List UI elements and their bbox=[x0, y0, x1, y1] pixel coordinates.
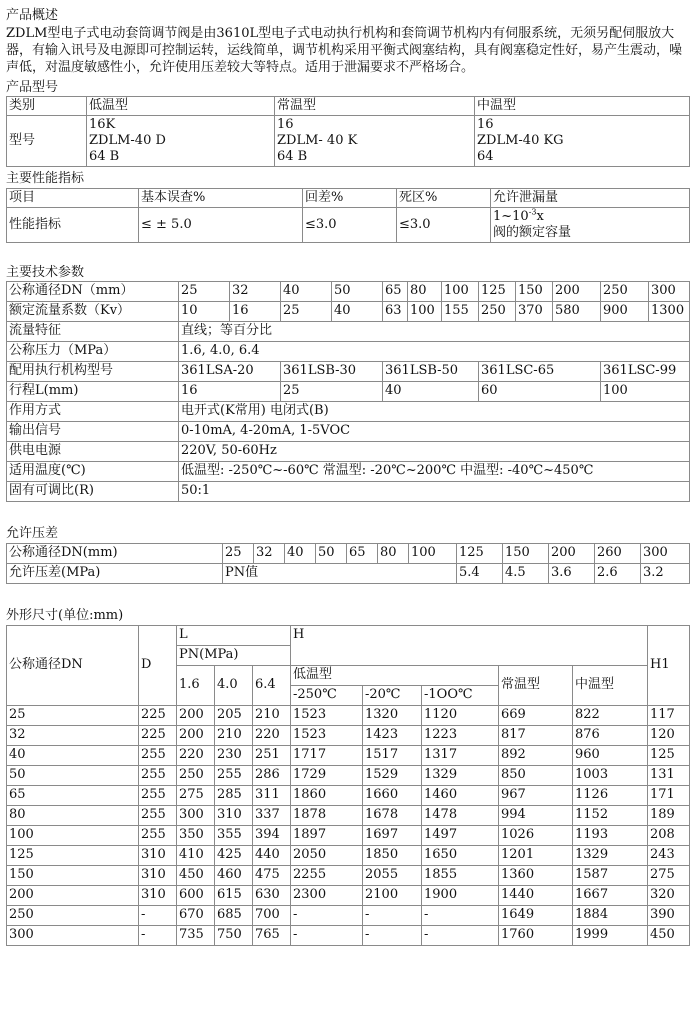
table-cell: 822 bbox=[573, 705, 648, 725]
dim-mid-label: 中温型 bbox=[573, 665, 648, 705]
table-cell: 208 bbox=[648, 825, 690, 845]
perf-header-item: 项目 bbox=[7, 188, 139, 207]
table-cell: 1650 bbox=[422, 845, 499, 865]
table-cell: 1667 bbox=[573, 885, 648, 905]
table-cell: 1649 bbox=[499, 905, 573, 925]
table-cell: 1329 bbox=[422, 765, 499, 785]
table-cell: 255 bbox=[139, 785, 177, 805]
table-row bbox=[7, 745, 690, 765]
table-cell: - bbox=[139, 905, 177, 925]
table-cell: 210 bbox=[215, 725, 253, 745]
table-cell: 1223 bbox=[422, 725, 499, 745]
table-cell: 300 bbox=[7, 925, 139, 945]
table-cell: 1329 bbox=[573, 845, 648, 865]
table-cell: 1860 bbox=[291, 785, 363, 805]
dim-low-temp: -1OO℃ bbox=[422, 685, 499, 705]
tech-dn-label: 公称通径DN（mm） bbox=[7, 282, 179, 302]
dim-body bbox=[7, 705, 690, 945]
tech-stroke-cell: 40 bbox=[383, 382, 479, 402]
table-cell: 250 bbox=[177, 765, 215, 785]
table-cell: 250 bbox=[7, 905, 139, 925]
table-cell: 1999 bbox=[573, 925, 648, 945]
table-cell: 1660 bbox=[363, 785, 422, 805]
table-cell: 425 bbox=[215, 845, 253, 865]
table-cell: 131 bbox=[648, 765, 690, 785]
pd-pn-value: PN值 bbox=[223, 563, 457, 583]
tech-heading: 主要技术参数 bbox=[6, 264, 85, 280]
dim-h-label: H bbox=[291, 625, 648, 665]
tech-dn-cell: 125 bbox=[479, 282, 516, 302]
tech-dn-cell: 25 bbox=[179, 282, 230, 302]
table-cell: 1897 bbox=[291, 825, 363, 845]
table-cell: 1529 bbox=[363, 765, 422, 785]
table-cell: 1423 bbox=[363, 725, 422, 745]
dim-low-temp: -20℃ bbox=[363, 685, 422, 705]
tech-dn-cell: 100 bbox=[442, 282, 479, 302]
table-cell: 1878 bbox=[291, 805, 363, 825]
table-cell: 817 bbox=[499, 725, 573, 745]
models-cell-mid bbox=[475, 116, 690, 167]
tech-power-label: 供电电源 bbox=[7, 442, 179, 462]
table-cell: 1855 bbox=[422, 865, 499, 885]
table-cell: 700 bbox=[253, 905, 291, 925]
table-cell: - bbox=[363, 905, 422, 925]
table-row bbox=[7, 805, 690, 825]
table-cell: 230 bbox=[215, 745, 253, 765]
tech-pressure-label: 公称压力（MPa） bbox=[7, 342, 179, 362]
table-row bbox=[7, 825, 690, 845]
tech-kv-cell: 1300 bbox=[649, 302, 690, 322]
pd-dn-cell: 65 bbox=[347, 543, 378, 563]
dimensions-heading: 外形尺寸(单位:mm) bbox=[6, 607, 124, 623]
perf-hysteresis-value: ≤3.0 bbox=[303, 207, 397, 242]
table-cell: 200 bbox=[177, 725, 215, 745]
perf-deadband-value: ≤3.0 bbox=[397, 207, 491, 242]
table-cell: 32 bbox=[7, 725, 139, 745]
tech-actuator-cell: 361LSC-65 bbox=[479, 362, 601, 382]
tech-pressure-value: 1.6, 4.0, 6.4 bbox=[179, 342, 690, 362]
table-cell: 2055 bbox=[363, 865, 422, 885]
dim-low-temp: -250℃ bbox=[291, 685, 363, 705]
table-cell: 1320 bbox=[363, 705, 422, 725]
models-header-mid: 中温型 bbox=[475, 97, 690, 116]
table-row bbox=[7, 765, 690, 785]
table-cell: 100 bbox=[7, 825, 139, 845]
table-cell: 670 bbox=[177, 905, 215, 925]
model-line: 16 bbox=[477, 117, 494, 133]
table-cell: 600 bbox=[177, 885, 215, 905]
table-cell: 876 bbox=[573, 725, 648, 745]
pd-dn-cell: 200 bbox=[549, 543, 595, 563]
table-cell: 310 bbox=[139, 885, 177, 905]
model-line: 64 B bbox=[89, 149, 120, 165]
table-row bbox=[7, 785, 690, 805]
table-row bbox=[7, 705, 690, 725]
table-cell: 685 bbox=[215, 905, 253, 925]
pressure-diff-heading: 允许压差 bbox=[6, 526, 59, 542]
tech-kv-cell: 10 bbox=[179, 302, 230, 322]
table-cell: 735 bbox=[177, 925, 215, 945]
models-heading: 产品型号 bbox=[6, 79, 59, 95]
perf-header-hysteresis: 回差% bbox=[303, 188, 397, 207]
table-cell: 1523 bbox=[291, 725, 363, 745]
table-cell: 615 bbox=[215, 885, 253, 905]
tech-kv-cell: 40 bbox=[332, 302, 383, 322]
leak-desc: 阀的额定容量 bbox=[493, 224, 572, 240]
table-cell: 125 bbox=[7, 845, 139, 865]
table-cell: - bbox=[422, 925, 499, 945]
table-row bbox=[7, 905, 690, 925]
tech-dn-cell: 50 bbox=[332, 282, 383, 302]
tech-kv-cell: 155 bbox=[442, 302, 479, 322]
table-cell: 1360 bbox=[499, 865, 573, 885]
table-cell: 200 bbox=[7, 885, 139, 905]
table-cell: 394 bbox=[253, 825, 291, 845]
table-cell: 320 bbox=[648, 885, 690, 905]
table-cell: 1440 bbox=[499, 885, 573, 905]
table-cell: 251 bbox=[253, 745, 291, 765]
tech-kv-cell: 580 bbox=[553, 302, 601, 322]
table-cell: 1193 bbox=[573, 825, 648, 845]
models-header-normal: 常温型 bbox=[275, 97, 475, 116]
table-cell: 355 bbox=[215, 825, 253, 845]
table-cell: 117 bbox=[648, 705, 690, 725]
dim-pn-value: 4.0 bbox=[215, 665, 253, 705]
table-cell: - bbox=[291, 905, 363, 925]
tech-dn-row bbox=[7, 282, 690, 302]
pd-dp-cell: 2.6 bbox=[595, 563, 641, 583]
table-cell: 25 bbox=[7, 705, 139, 725]
perf-header-leakage: 允许泄漏量 bbox=[491, 188, 690, 207]
tech-ratio-label: 固有可调比(R) bbox=[7, 482, 179, 502]
table-cell: 475 bbox=[253, 865, 291, 885]
leak-unit: x bbox=[536, 208, 544, 224]
table-cell: 2050 bbox=[291, 845, 363, 865]
pd-dp-cell: 3.2 bbox=[641, 563, 690, 583]
tech-kv-cell: 25 bbox=[281, 302, 332, 322]
dim-low-label: 低温型 bbox=[291, 665, 499, 685]
tech-dn-cell: 40 bbox=[281, 282, 332, 302]
tech-kv-cell: 900 bbox=[601, 302, 649, 322]
table-cell: 311 bbox=[253, 785, 291, 805]
table-cell: 1026 bbox=[499, 825, 573, 845]
tech-kv-label: 额定流量系数（Kv） bbox=[7, 302, 179, 322]
tech-dn-cell: 250 bbox=[601, 282, 649, 302]
tech-kv-cell: 16 bbox=[230, 302, 281, 322]
tech-actuator-cell: 361LSB-30 bbox=[281, 362, 383, 382]
table-cell: - bbox=[291, 925, 363, 945]
performance-table bbox=[6, 188, 690, 243]
dim-d-label: D bbox=[139, 625, 177, 705]
dim-dn-label: 公称通径DN bbox=[7, 625, 139, 705]
table-cell: 1900 bbox=[422, 885, 499, 905]
tech-kv-cell: 63 bbox=[383, 302, 408, 322]
dim-pn-value: 1.6 bbox=[177, 665, 215, 705]
tech-stroke-label: 行程L(mm) bbox=[7, 382, 179, 402]
table-cell: 350 bbox=[177, 825, 215, 845]
tech-signal-label: 输出信号 bbox=[7, 422, 179, 442]
perf-error-value: ≤ ± 5.0 bbox=[139, 207, 303, 242]
table-cell: 2255 bbox=[291, 865, 363, 885]
table-cell: 1317 bbox=[422, 745, 499, 765]
perf-header-deadband: 死区% bbox=[397, 188, 491, 207]
tech-stroke-cell: 100 bbox=[601, 382, 690, 402]
table-cell: 669 bbox=[499, 705, 573, 725]
pd-dp-cell: 5.4 bbox=[457, 563, 503, 583]
table-cell: 1152 bbox=[573, 805, 648, 825]
table-cell: 1460 bbox=[422, 785, 499, 805]
tech-dn-cell: 300 bbox=[649, 282, 690, 302]
performance-heading: 主要性能指标 bbox=[6, 171, 85, 187]
tech-dn-cell: 80 bbox=[408, 282, 442, 302]
table-cell: 450 bbox=[648, 925, 690, 945]
table-cell: 220 bbox=[253, 725, 291, 745]
tech-action-value: 电开式(K常用) 电闭式(B) bbox=[179, 402, 690, 422]
table-cell: 255 bbox=[139, 805, 177, 825]
models-header-low: 低温型 bbox=[87, 97, 275, 116]
perf-leakage-value bbox=[491, 207, 690, 242]
dim-normal-label: 常温型 bbox=[499, 665, 573, 705]
pd-dn-cell: 50 bbox=[316, 543, 347, 563]
table-cell: 450 bbox=[177, 865, 215, 885]
tech-ratio-value: 50:1 bbox=[179, 482, 690, 502]
tech-flow-value: 直线；等百分比 bbox=[179, 322, 690, 342]
table-cell: 460 bbox=[215, 865, 253, 885]
tech-actuator-cell: 361LSB-50 bbox=[383, 362, 479, 382]
pd-dn-cell: 260 bbox=[595, 543, 641, 563]
table-row bbox=[7, 885, 690, 905]
perf-row-label: 性能指标 bbox=[7, 207, 139, 242]
tech-flow-label: 流量特征 bbox=[7, 322, 179, 342]
table-cell: - bbox=[139, 925, 177, 945]
models-cell-low bbox=[87, 116, 275, 167]
table-cell: 1126 bbox=[573, 785, 648, 805]
table-cell: 765 bbox=[253, 925, 291, 945]
table-cell: 255 bbox=[139, 765, 177, 785]
table-cell: 630 bbox=[253, 885, 291, 905]
pd-dn-label: 公称通径DN(mm) bbox=[7, 543, 223, 563]
tech-actuator-cell: 361LSA-20 bbox=[179, 362, 281, 382]
model-line: ZDLM- 40 K bbox=[277, 133, 358, 149]
table-cell: 210 bbox=[253, 705, 291, 725]
table-cell: 220 bbox=[177, 745, 215, 765]
tech-kv-cell: 100 bbox=[408, 302, 442, 322]
table-cell: 994 bbox=[499, 805, 573, 825]
table-cell: 337 bbox=[253, 805, 291, 825]
pd-dn-cell: 32 bbox=[254, 543, 285, 563]
table-row bbox=[7, 725, 690, 745]
table-cell: 205 bbox=[215, 705, 253, 725]
table-row bbox=[7, 925, 690, 945]
tech-kv-row bbox=[7, 302, 690, 322]
dim-l-label: L bbox=[177, 625, 291, 645]
dim-pn-value: 6.4 bbox=[253, 665, 291, 705]
table-cell: 1850 bbox=[363, 845, 422, 865]
table-cell: 1729 bbox=[291, 765, 363, 785]
table-cell: 310 bbox=[139, 845, 177, 865]
table-cell: 1478 bbox=[422, 805, 499, 825]
models-header-category: 类别 bbox=[7, 97, 87, 116]
pd-dp-cell: 3.6 bbox=[549, 563, 595, 583]
tech-dn-cell: 150 bbox=[516, 282, 553, 302]
table-cell: 125 bbox=[648, 745, 690, 765]
models-cell-normal bbox=[275, 116, 475, 167]
table-cell: 120 bbox=[648, 725, 690, 745]
table-cell: 285 bbox=[215, 785, 253, 805]
table-cell: 892 bbox=[499, 745, 573, 765]
table-cell: 410 bbox=[177, 845, 215, 865]
table-cell: 850 bbox=[499, 765, 573, 785]
tech-power-value: 220V, 50-60Hz bbox=[179, 442, 690, 462]
table-cell: 310 bbox=[215, 805, 253, 825]
table-cell: 189 bbox=[648, 805, 690, 825]
table-cell: 1678 bbox=[363, 805, 422, 825]
table-cell: 40 bbox=[7, 745, 139, 765]
table-cell: - bbox=[363, 925, 422, 945]
tech-signal-value: 0-10mA, 4-20mA, 1-5VOC bbox=[179, 422, 690, 442]
model-line: ZDLM-40 D bbox=[89, 133, 166, 149]
table-cell: 275 bbox=[648, 865, 690, 885]
table-cell: 275 bbox=[177, 785, 215, 805]
table-cell: 255 bbox=[139, 745, 177, 765]
table-cell: 300 bbox=[177, 805, 215, 825]
table-cell: - bbox=[422, 905, 499, 925]
table-cell: 286 bbox=[253, 765, 291, 785]
table-cell: 243 bbox=[648, 845, 690, 865]
table-cell: 310 bbox=[139, 865, 177, 885]
tech-stroke-cell: 16 bbox=[179, 382, 281, 402]
tech-kv-cell: 250 bbox=[479, 302, 516, 322]
models-row-label: 型号 bbox=[7, 116, 87, 167]
tech-table bbox=[6, 281, 690, 502]
table-cell: 1120 bbox=[422, 705, 499, 725]
table-row bbox=[7, 845, 690, 865]
table-cell: 390 bbox=[648, 905, 690, 925]
table-cell: 255 bbox=[139, 825, 177, 845]
model-line: 64 B bbox=[277, 149, 308, 165]
dimensions-table bbox=[6, 625, 690, 946]
tech-action-label: 作用方式 bbox=[7, 402, 179, 422]
tech-actuator-label: 配用执行机构型号 bbox=[7, 362, 179, 382]
tech-kv-cell: 370 bbox=[516, 302, 553, 322]
table-cell: 1201 bbox=[499, 845, 573, 865]
model-line: 16 bbox=[277, 117, 294, 133]
tech-stroke-cell: 60 bbox=[479, 382, 601, 402]
perf-header-error: 基本误查% bbox=[139, 188, 303, 207]
table-cell: 225 bbox=[139, 725, 177, 745]
pd-dn-cell: 150 bbox=[503, 543, 549, 563]
table-cell: 967 bbox=[499, 785, 573, 805]
table-cell: 750 bbox=[215, 925, 253, 945]
table-cell: 2300 bbox=[291, 885, 363, 905]
model-line: 16K bbox=[89, 117, 116, 133]
table-cell: 1717 bbox=[291, 745, 363, 765]
table-cell: 80 bbox=[7, 805, 139, 825]
table-row bbox=[7, 865, 690, 885]
table-cell: 171 bbox=[648, 785, 690, 805]
model-line: 64 bbox=[477, 149, 494, 165]
pd-dn-cell: 40 bbox=[285, 543, 316, 563]
table-cell: 1003 bbox=[573, 765, 648, 785]
table-cell: 225 bbox=[139, 705, 177, 725]
tech-dn-cell: 200 bbox=[553, 282, 601, 302]
table-cell: 65 bbox=[7, 785, 139, 805]
tech-dn-cell: 65 bbox=[383, 282, 408, 302]
table-cell: 150 bbox=[7, 865, 139, 885]
tech-dn-cell: 32 bbox=[230, 282, 281, 302]
overview-heading: 产品概述 bbox=[6, 8, 59, 23]
leak-exponent: -3 bbox=[528, 207, 537, 217]
overview-text: ZDLM型电子式电动套筒调节阀是由3610L型电子式电动执行机构和套筒调节机构内有伺服系统，无须另配伺服放大器，有输入讯号及电源即可控制运转，运线简单，调节机构采用平衡式阀塞结构，具有阀塞稳定性好，易产生震动，噪声低，对温度敏感性小，允许使用压差较大等特点。适用于泄漏要求不严格场合。 bbox=[6, 25, 683, 75]
pd-dn-cell: 80 bbox=[378, 543, 409, 563]
table-cell: 1884 bbox=[573, 905, 648, 925]
tech-temp-value: 低温型: -250℃~-60℃ 常温型: -20℃~200℃ 中温型: -40℃~450℃ bbox=[179, 462, 690, 482]
pressure-diff-table bbox=[6, 543, 690, 584]
leak-base: 1~10 bbox=[493, 208, 529, 224]
table-cell: 440 bbox=[253, 845, 291, 865]
table-cell: 960 bbox=[573, 745, 648, 765]
pd-dn-cell: 125 bbox=[457, 543, 503, 563]
table-cell: 200 bbox=[177, 705, 215, 725]
dim-pn-label: PN(MPa) bbox=[177, 645, 291, 665]
tech-stroke-cell: 25 bbox=[281, 382, 383, 402]
tech-temp-label: 适用温度(℃) bbox=[7, 462, 179, 482]
table-cell: 1497 bbox=[422, 825, 499, 845]
pd-dn-cell: 25 bbox=[223, 543, 254, 563]
table-cell: 255 bbox=[215, 765, 253, 785]
table-cell: 2100 bbox=[363, 885, 422, 905]
pd-dp-cell: 4.5 bbox=[503, 563, 549, 583]
pd-dp-label: 允许压差(MPa) bbox=[7, 563, 223, 583]
models-table bbox=[6, 96, 690, 167]
pd-dn-cell: 100 bbox=[409, 543, 457, 563]
table-cell: 1517 bbox=[363, 745, 422, 765]
table-cell: 1523 bbox=[291, 705, 363, 725]
table-cell: 50 bbox=[7, 765, 139, 785]
pd-dn-cell: 300 bbox=[641, 543, 690, 563]
table-cell: 1587 bbox=[573, 865, 648, 885]
model-line: ZDLM-40 KG bbox=[477, 133, 564, 149]
table-cell: 1697 bbox=[363, 825, 422, 845]
table-cell: 1760 bbox=[499, 925, 573, 945]
dim-h1-label: H1 bbox=[648, 625, 690, 705]
tech-actuator-cell: 361LSC-99 bbox=[601, 362, 690, 382]
